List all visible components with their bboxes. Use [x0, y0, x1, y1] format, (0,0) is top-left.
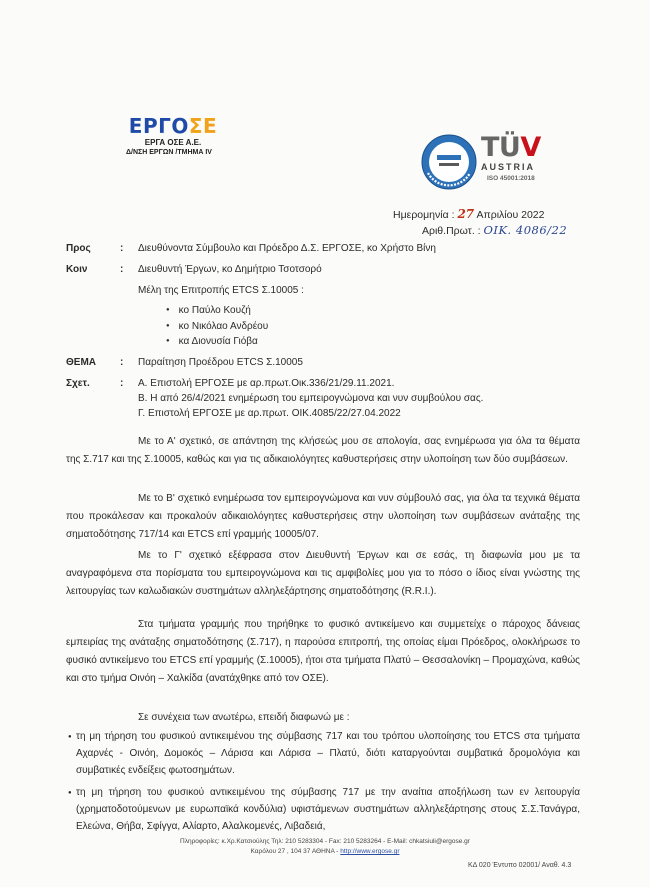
body-paragraph-2: Με το Β' σχετικό ενημέρωσα τον εμπειρογνώμονα και νυν σύμβουλό σας, για όλα τα τεχνικά θέματα που προκάλεσαν και προκαλούν αδικαιολόγητες καθυστερήσεις στην υλοποίηση των συμβάσεων ανάταξης της σηματοδότησης 717/14 και ETCS επί γραμμής 10005/07.: [66, 493, 580, 540]
member-item: ● κο Παύλο Κουζή: [166, 305, 251, 316]
related-item: Β. Η από 26/4/2021 ενημέρωση του εμπειρογνώμονα και νυν συμβούλου σας.: [138, 393, 484, 404]
related-item: Γ. Επιστολή ΕΡΓΟΣΕ με αρ.πρωτ. ΟΙΚ.4085/22/27.04.2022: [138, 408, 401, 419]
ref-number-handwritten: ΟΙΚ. 4086/22: [483, 223, 568, 237]
footer-contact-line: Πληροφορίες: κ.Χρ.Κατσιούλης Τηλ: 210 5283304 - Fax: 210 5283264 - E-Mail: chkatsiuli@ergose.gr: [180, 838, 470, 845]
subject-label: ΘΕΜΑ: [66, 357, 96, 368]
to-colon: :: [120, 243, 124, 254]
to-label: Προς: [66, 243, 91, 254]
objection-bullet: ● τη μη τήρηση του φυσικού αντικειμένου της σύμβασης 717 με την αναίτια αποξήλωση των εν λειτουργία (χρηματοδοτούμενων με ευρωπαϊκά κονδύλια) υφιστάμενων συστημάτων αλληλεξάρτησης στους Σ.Σ.Τανάγρα, Ελεώνα, Θήβα, Σφίγγα, Αλίαρτο, Αλαλκομενές, Λιβαδειά,: [68, 787, 580, 832]
date-line: [393, 207, 544, 221]
body-paragraph-3: Με το Γ' σχετικό εξέφρασα στον Διευθυντή Έργων και σε εσάς, τη διαφωνία μου με τα αναγραφόμενα στα πορίσματα του εμπειρογνώμονα και τις αμφιβολίες μου για το πόσο ο ίδιος είναι γνώστης της λειτουργίας των καλωδιακών συστημάτων αλληλεξάρτησης σηματοδότησης (R.R.I.).: [66, 550, 580, 597]
iso-standard: ISO 45001:2018: [487, 175, 535, 182]
footer-address: Καρόλου 27 , 104 37 ΑΘΗΝΑ -: [250, 848, 339, 855]
cc-label: Κοιν: [66, 264, 88, 275]
ref-label: Αριθ.Πρωτ. :: [422, 225, 481, 237]
body-paragraph-4: Στα τμήματα γραμμής που τηρήθηκε το φυσικό αντικείμενο και συμμετείχε ο πάροχος δάνειας εμπειρίας της ανάταξης σηματοδότησης (Σ.717), η παρούσα επιτροπή, της οποίας είμαι Πρόεδρος, ολοκλήρωσε το φυσικό αντικείμενο του ETCS επί γραμμής (Σ.10005), ήτοι στα τμήματα Πλατύ – Θεσσαλονίκη – Προμαχώνα, καθώς και στο τμήμα Οινόη – Χαλκίδα (ανατάχθηκε από τον ΟΣΕ).: [66, 619, 580, 684]
form-code: ΚΔ 020 Έντυπο 02001/ Αναθ. 4.3: [468, 862, 572, 869]
objection-bullet: ● τη μη τήρηση του φυσικού αντικειμένου της σύμβασης 717 και του τρόπου υλοποίησης του ETCS στα τμήματα Αχαρνές - Οινόη, Δομοκός – Λάρισα και Λάρισα – Πλατύ, διότι καταργούνται συμβατικά δρομολόγια και συμβατικές ενδείξεις φωτοσημάτων.: [68, 731, 580, 776]
tuv-austria-mark: [481, 134, 561, 182]
body-paragraph-1: Με το Α' σχετικό, σε απάντηση της κλήσεώς μου σε απολογία, σας ενημέρωσα για όλα τα θέματα της Σ.717 και της Σ.10005, καθώς και για τις αδικαιολόγητες καθυστερήσεις στην υλοποίηση των δύο συμβάσεων.: [66, 436, 580, 465]
related-item: Α. Επιστολή ΕΡΓΟΣΕ με αρ.πρωτ.Οικ.336/21/29.11.2021.: [138, 378, 395, 389]
logo-department: Δ/ΝΣΗ ΕΡΓΩΝ /ΤΜΗΜΑ ΙV: [126, 149, 212, 156]
subject-value: Παραίτηση Προέδρου ETCS Σ.10005: [138, 357, 303, 368]
cc-value: Διευθυντή Έργων, κο Δημήτριο Τσοτσορό: [138, 264, 322, 275]
date-rest: Απριλίου 2022: [476, 209, 545, 221]
date-day-handwritten: 27: [457, 207, 475, 221]
member-item: ● κα Διονυσία Γιόβα: [166, 336, 258, 347]
tuv-country: AUSTRIA: [481, 162, 535, 172]
body-paragraph-5: Σε συνέχεια των ανωτέρω, επειδή διαφωνώ με :: [138, 712, 350, 723]
logo-company-name: ΕΡΓΑ ΟΣΕ Α.Ε.: [144, 138, 202, 147]
date-label: Ημερομηνία :: [393, 209, 455, 221]
subject-colon: :: [120, 357, 124, 368]
reference-line: [422, 223, 567, 237]
footer-website-link[interactable]: http://www.ergose.gr: [340, 848, 400, 855]
committee-line: Μέλη της Επιτροπής ETCS Σ.10005 :: [138, 285, 304, 296]
related-label: Σχετ.: [66, 378, 90, 389]
tuv-wordmark: TÜV: [481, 132, 541, 163]
member-item: ● κο Νικόλαο Ανδρέου: [166, 321, 268, 332]
footer-address-line: [0, 848, 650, 855]
bullet-dot-icon: ●: [68, 734, 72, 740]
logo-wordmark: ΕΡΓΟΣΕ: [128, 114, 218, 138]
cc-colon: :: [120, 264, 124, 275]
to-value: Διευθύνοντα Σύμβουλο και Πρόεδρο Δ.Σ. ΕΡΓΟΣΕ, κο Χρήστο Βίνη: [138, 243, 436, 254]
ergose-logo: [128, 116, 218, 157]
certification-seal-icon: [420, 133, 478, 191]
bullet-dot-icon: ●: [68, 790, 72, 796]
related-colon: :: [120, 378, 124, 389]
